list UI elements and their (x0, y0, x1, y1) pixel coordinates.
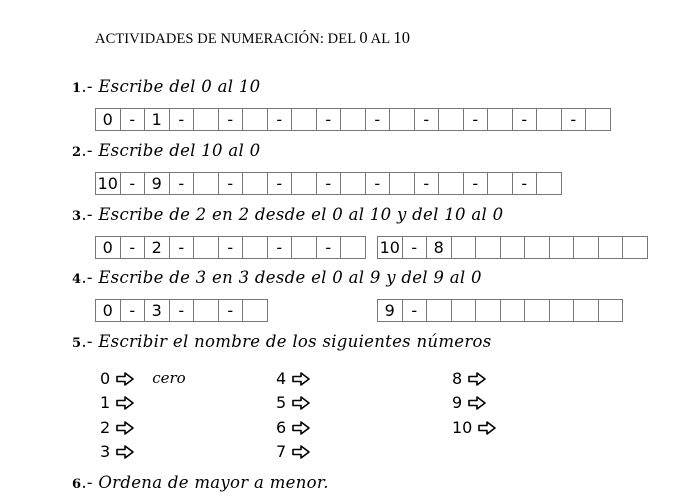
grid-cell[interactable]: - (169, 108, 195, 131)
right-arrow-icon (468, 371, 486, 385)
number-value: 0 (100, 368, 111, 388)
number-value: 6 (276, 417, 287, 437)
grid-cell[interactable] (487, 108, 513, 131)
number-item (100, 367, 186, 389)
number-item (452, 391, 504, 413)
grid-cell[interactable]: - (120, 108, 146, 131)
grid-cell[interactable] (438, 108, 464, 131)
grid-cell[interactable] (340, 172, 366, 195)
question-5: 5.- Escribir el nombre de los siguientes números (72, 332, 492, 351)
number-item (100, 416, 152, 438)
grid-cell[interactable] (242, 299, 268, 322)
grid-cell[interactable]: - (414, 108, 440, 131)
grid-cell[interactable] (536, 172, 562, 195)
grid-cell[interactable] (242, 108, 268, 131)
grid-cell[interactable] (536, 108, 562, 131)
question-1: 1.- Escribe del 0 al 10 (72, 77, 261, 96)
number-value: 1 (100, 392, 111, 412)
right-arrow-icon (292, 395, 310, 409)
grid-cell[interactable] (500, 236, 526, 259)
grid-cell[interactable] (193, 299, 219, 322)
grid-cell[interactable]: 9 (377, 299, 403, 322)
grid-cell[interactable] (549, 236, 575, 259)
right-arrow-icon (116, 395, 134, 409)
number-item (276, 440, 328, 462)
question-6: 6.- Ordena de mayor a menor. (72, 473, 329, 492)
grid-cell[interactable] (193, 172, 219, 195)
grid-cell[interactable]: - (218, 236, 244, 259)
grid-cell[interactable] (389, 108, 415, 131)
grid-cell[interactable]: - (120, 172, 146, 195)
grid-cell[interactable] (573, 236, 599, 259)
grid-cell[interactable] (500, 299, 526, 322)
grid-cell[interactable]: 2 (144, 236, 170, 259)
grid-cell[interactable]: - (218, 108, 244, 131)
grid-cell[interactable]: - (316, 172, 342, 195)
number-word-answer[interactable]: cero (152, 369, 186, 387)
grid-cell[interactable] (573, 299, 599, 322)
grid-cell[interactable]: - (463, 172, 489, 195)
number-item (100, 440, 152, 462)
grid-cell[interactable]: - (463, 108, 489, 131)
grid-cell[interactable]: 8 (426, 236, 452, 259)
number-item (276, 367, 328, 389)
right-arrow-icon (292, 444, 310, 458)
number-value: 8 (452, 368, 463, 388)
right-arrow-icon (116, 444, 134, 458)
grid-cell[interactable]: - (316, 108, 342, 131)
grid-cell[interactable]: - (365, 108, 391, 131)
worksheet-title: ACTIVIDADES DE NUMERACIÓN: DEL 0 AL 10 (95, 28, 411, 47)
grid-cell[interactable] (475, 299, 501, 322)
grid-cell[interactable] (451, 299, 477, 322)
answer-grid-1 (95, 108, 611, 131)
grid-cell[interactable]: - (365, 172, 391, 195)
grid-cell[interactable] (291, 172, 317, 195)
right-arrow-icon (292, 371, 310, 385)
number-value: 9 (452, 392, 463, 412)
grid-cell[interactable] (389, 172, 415, 195)
grid-cell[interactable] (291, 236, 317, 259)
right-arrow-icon (116, 371, 134, 385)
right-arrow-icon (292, 420, 310, 434)
grid-cell[interactable]: - (218, 299, 244, 322)
grid-cell[interactable] (524, 299, 550, 322)
grid-cell[interactable] (340, 108, 366, 131)
grid-cell[interactable] (193, 236, 219, 259)
answer-grid-3a (95, 236, 366, 259)
answer-grid-2 (95, 172, 562, 195)
grid-cell[interactable]: - (267, 108, 293, 131)
grid-cell[interactable]: - (402, 236, 428, 259)
grid-cell[interactable]: - (512, 172, 538, 195)
grid-cell[interactable] (242, 172, 268, 195)
grid-cell[interactable] (340, 236, 366, 259)
number-value: 4 (276, 368, 287, 388)
grid-cell[interactable] (598, 299, 624, 322)
grid-cell[interactable] (524, 236, 550, 259)
grid-cell[interactable] (475, 236, 501, 259)
answer-grid-4b (377, 299, 623, 322)
grid-cell[interactable]: - (316, 236, 342, 259)
grid-cell[interactable]: 9 (144, 172, 170, 195)
grid-cell[interactable] (487, 172, 513, 195)
grid-cell[interactable]: - (267, 236, 293, 259)
grid-cell[interactable]: - (414, 172, 440, 195)
grid-cell[interactable]: 0 (95, 236, 121, 259)
grid-cell[interactable]: 10 (95, 172, 121, 195)
grid-cell[interactable] (193, 108, 219, 131)
answer-grid-4a (95, 299, 268, 322)
grid-cell[interactable]: - (267, 172, 293, 195)
grid-cell[interactable]: 0 (95, 108, 121, 131)
grid-cell[interactable]: - (120, 299, 146, 322)
question-4: 4.- Escribe de 3 en 3 desde el 0 al 9 y del 9 al 0 (72, 268, 482, 287)
grid-cell[interactable] (426, 299, 452, 322)
grid-cell[interactable]: - (512, 108, 538, 131)
question-2: 2.- Escribe del 10 al 0 (72, 141, 261, 160)
grid-cell[interactable] (622, 236, 648, 259)
grid-cell[interactable]: - (120, 236, 146, 259)
grid-cell[interactable]: 10 (377, 236, 403, 259)
grid-cell[interactable] (438, 172, 464, 195)
number-item (452, 367, 504, 389)
grid-cell[interactable] (585, 108, 611, 131)
number-item (100, 391, 152, 413)
right-arrow-icon (478, 420, 496, 434)
grid-cell[interactable] (598, 236, 624, 259)
question-3: 3.- Escribe de 2 en 2 desde el 0 al 10 y del 10 al 0 (72, 205, 504, 224)
number-value: 2 (100, 417, 111, 437)
grid-cell[interactable] (291, 108, 317, 131)
number-value: 7 (276, 441, 287, 461)
grid-cell[interactable]: - (169, 172, 195, 195)
number-value: 10 (452, 417, 473, 437)
number-item (452, 416, 514, 438)
grid-cell[interactable]: - (561, 108, 587, 131)
grid-cell[interactable] (549, 299, 575, 322)
grid-cell[interactable] (242, 236, 268, 259)
grid-cell[interactable]: - (169, 299, 195, 322)
grid-cell[interactable]: - (218, 172, 244, 195)
grid-cell[interactable]: 1 (144, 108, 170, 131)
right-arrow-icon (116, 420, 134, 434)
grid-cell[interactable]: 3 (144, 299, 170, 322)
number-value: 3 (100, 441, 111, 461)
grid-cell[interactable]: - (402, 299, 428, 322)
grid-cell[interactable]: - (169, 236, 195, 259)
grid-cell[interactable] (451, 236, 477, 259)
right-arrow-icon (468, 395, 486, 409)
number-item (276, 416, 328, 438)
grid-cell[interactable]: 0 (95, 299, 121, 322)
number-value: 5 (276, 392, 287, 412)
number-item (276, 391, 328, 413)
answer-grid-3b (377, 236, 648, 259)
